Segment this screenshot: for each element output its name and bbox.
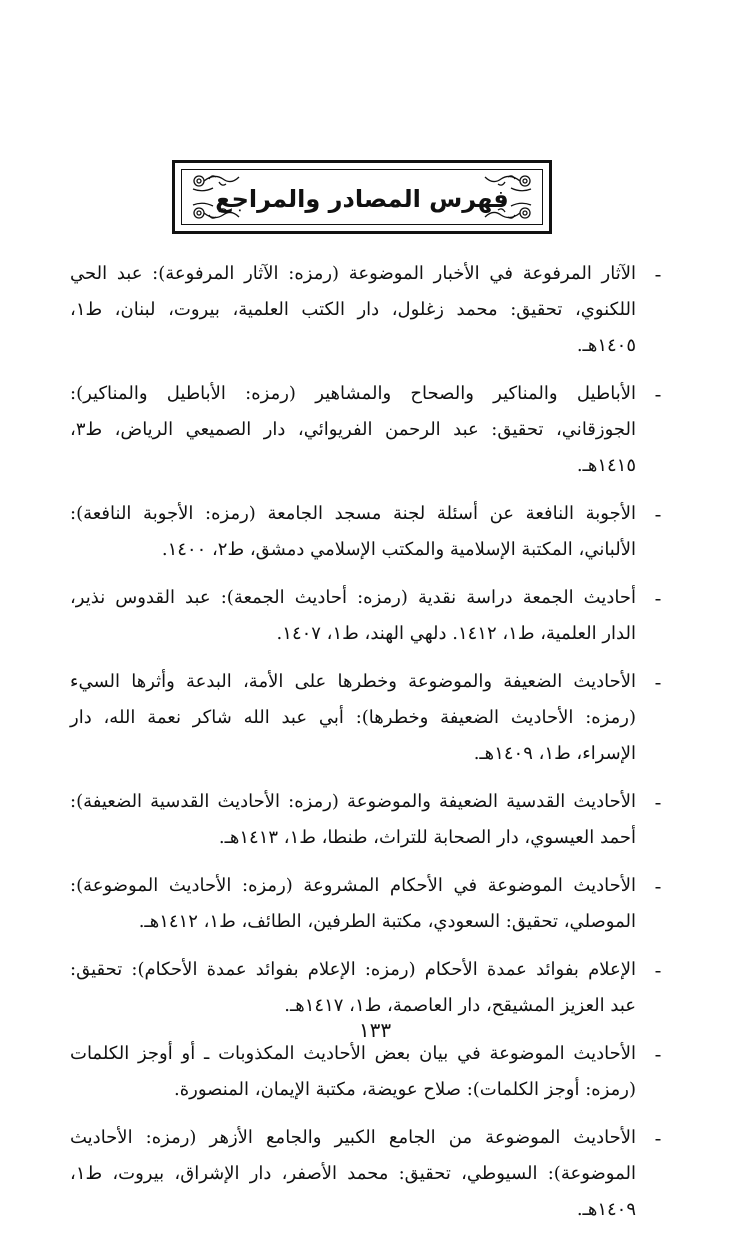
entry-text: الأحاديث القدسية الضعيفة والموضوعة (رمزه: الأحاديث القدسية الضعيفة): أحمد العيسوي، دار الصحابة للتراث، طنطا، ط١، ١٤١٣هـ. bbox=[70, 791, 636, 848]
entry-text: الأحاديث الضعيفة والموضوعة وخطرها على الأمة، البدعة وأثرها السيء (رمزه: الأحاديث الضعيفة وخطرها): أبي عبد الله شاكر نعمة الله، دار الإسراء، ط١، ١٤٠٩هـ. bbox=[70, 671, 636, 764]
entry-dash: - bbox=[654, 874, 662, 898]
entry-dash: - bbox=[654, 670, 662, 694]
bibliography-entry bbox=[70, 1036, 662, 1108]
entry-dash: - bbox=[654, 958, 662, 982]
entry-dash: - bbox=[654, 1042, 662, 1066]
entry-text: الأحاديث الموضوعة في الأحكام المشروعة (رمزه: الأحاديث الموضوعة): الموصلي، تحقيق: السعودي، مكتبة الطرفين، الطائف، ط١، ١٤١٢هـ. bbox=[70, 875, 636, 932]
entry-dash: - bbox=[654, 1126, 662, 1150]
entry-text: الآثار المرفوعة في الأخبار الموضوعة (رمزه: الآثار المرفوعة): عبد الحي اللكنوي، تحقيق: محمد زغلول، دار الكتب العلمية، بيروت، لبنان، ط١، ١٤٠٥هـ. bbox=[70, 263, 636, 356]
bibliography-entry bbox=[70, 952, 662, 1024]
bibliography-entry bbox=[70, 868, 662, 940]
entry-dash: - bbox=[654, 382, 662, 406]
bibliography-entry bbox=[70, 664, 662, 772]
entry-text: الأحاديث الموضوعة من الجامع الكبير والجامع الأزهر (رمزه: الأحاديث الموضوعة): السيوطي، تحقيق: محمد الأصفر، دار الإشراق، بيروت، ط١، ١٤٠٩هـ. bbox=[70, 1127, 636, 1220]
entry-dash: - bbox=[654, 790, 662, 814]
entry-text: الأجوبة النافعة عن أسئلة لجنة مسجد الجامعة (رمزه: الأجوبة النافعة): الألباني، المكتبة الإسلامية والمكتب الإسلامي دمشق، ط٢، ١٤٠٠. bbox=[70, 503, 636, 560]
entry-text: الأحاديث الموضوعة في بيان بعض الأحاديث المكذوبات ـ أو أوجز الكلمات (رمزه: أوجز الكلمات): صلاح عويضة، مكتبة الإيمان، المنصورة. bbox=[70, 1043, 636, 1100]
entry-dash: - bbox=[654, 502, 662, 526]
entry-text: الأباطيل والمناكير والصحاح والمشاهير (رمزه: الأباطيل والمناكير): الجوزقاني، تحقيق: عبد الرحمن الفريوائي، دار الصميعي الرياض، ط٣، ١٤١٥هـ. bbox=[70, 383, 636, 476]
bibliography-list bbox=[70, 256, 662, 1240]
bibliography-entry bbox=[70, 376, 662, 484]
bibliography-entry bbox=[70, 496, 662, 568]
entry-dash: - bbox=[654, 586, 662, 610]
page-title: فهرس المصادر والمراجع bbox=[215, 185, 509, 213]
entry-text: الإعلام بفوائد عمدة الأحكام (رمزه: الإعلام بفوائد عمدة الأحكام): تحقيق: عبد العزيز المشيقح، دار العاصمة، ط١، ١٤١٧هـ. bbox=[70, 959, 636, 1016]
bibliography-entry bbox=[70, 256, 662, 364]
bibliography-entry bbox=[70, 1120, 662, 1228]
bibliography-entry bbox=[70, 784, 662, 856]
title-frame bbox=[172, 160, 552, 234]
page-number: ١٣٣ bbox=[358, 1018, 392, 1042]
entry-dash: - bbox=[654, 262, 662, 286]
bibliography-entry bbox=[70, 580, 662, 652]
entry-text: أحاديث الجمعة دراسة نقدية (رمزه: أحاديث الجمعة): عبد القدوس نذير، الدار العلمية، ط١، ١٤١٢. دلهي الهند، ط١، ١٤٠٧. bbox=[70, 587, 636, 644]
